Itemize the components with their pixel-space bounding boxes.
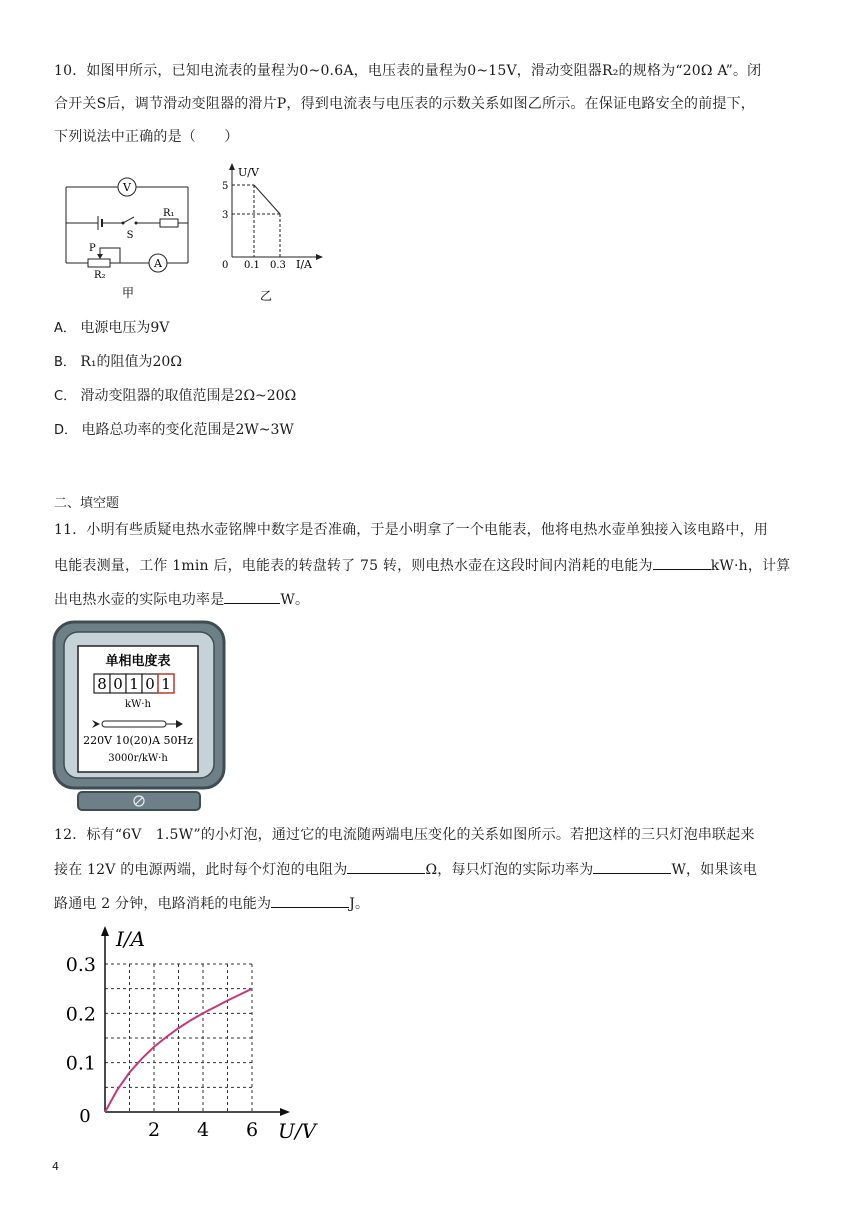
q12-blank-resistance[interactable] [347, 859, 425, 874]
figure-jia-caption: 甲 [121, 286, 135, 300]
q11-blank-energy[interactable] [653, 555, 711, 570]
q11-line-2-text: 电能表测量，工作 1min 后，电能表的转盘转了 75 转，则电热水壶在这段时间内消耗的电能为 [54, 558, 653, 574]
option-b-letter: B． [54, 355, 76, 370]
option-a[interactable] [54, 318, 169, 339]
yi-origin: 0 [222, 260, 229, 271]
page-number: 4 [52, 1160, 59, 1173]
q10-line-3: 下列说法中正确的是（ ） [54, 129, 239, 145]
q11-line-3-unit: W。 [280, 592, 310, 608]
option-d-letter: D． [54, 423, 78, 438]
r1-label: R₁ [163, 208, 175, 219]
q11-line-2 [54, 555, 790, 576]
switch-icon [123, 217, 134, 223]
y-tick-label: 0.2 [65, 1003, 96, 1026]
figure-yi-caption: 乙 [259, 289, 273, 303]
chart-ylabel: I/A [116, 927, 146, 951]
chart-grid [105, 964, 252, 1112]
x-tick-label: 6 [245, 1119, 259, 1141]
q11-blank-power[interactable] [224, 589, 280, 604]
y-axis-arrow-icon [101, 926, 109, 936]
meter-digit-2: 0 [113, 675, 123, 693]
option-c[interactable] [54, 386, 296, 407]
q11-line-3 [54, 589, 309, 610]
slider-arrow-icon [97, 254, 103, 259]
yi-xtick-01: 0.1 [244, 260, 260, 271]
electric-meter [52, 620, 228, 816]
meter-digits [94, 674, 174, 693]
q12-line-1: 12．标有“6V 1.5W”的小灯泡，通过它的电流随两端电压变化的关系如图所示。若把这样的三只灯泡串联起来 [54, 827, 755, 843]
yi-ytick-5: 5 [222, 181, 229, 192]
voltmeter-label: V [123, 181, 131, 194]
q12-line-3 [54, 893, 369, 914]
circuit-diagram [56, 170, 206, 304]
x-axis-arrow-icon [280, 1108, 290, 1116]
meter-digit-4: 0 [145, 675, 155, 693]
q11-line-1: 11．小明有些质疑电热水壶铭牌中数字是否准确，于是小明拿了一个电能表，他将电热水壶单独接入该电路中，用 [54, 522, 769, 538]
yi-xlabel: I/A [296, 258, 312, 271]
q12-line-3b: J。 [349, 896, 370, 912]
r1-resistor-icon [160, 219, 178, 227]
slider-label: P [89, 243, 96, 254]
y-tick-label: 0.1 [65, 1052, 96, 1075]
x-tick-label: 2 [147, 1119, 161, 1141]
meter-unit: kW·h [125, 699, 151, 710]
q12-blank-power[interactable] [593, 859, 671, 874]
option-c-letter: C． [54, 389, 77, 404]
q12-blank-energy[interactable] [271, 893, 349, 908]
u-i-graph [218, 160, 328, 304]
chart-xlabel: U/V [278, 1119, 317, 1143]
chart-ticks [66, 954, 258, 1141]
q10-line-2: 合开关S后，调节滑动变阻器的滑片P，得到电流表与电压表的示数关系如图乙所示。在保证电路安全的前提下， [54, 96, 756, 112]
yi-line [254, 185, 280, 214]
yi-ytick-3: 3 [222, 210, 229, 221]
meter-title: 单相电度表 [105, 654, 171, 669]
x-tick-label: 4 [196, 1119, 210, 1141]
meter-rev: 3000r/kW·h [108, 753, 168, 764]
chart-origin: 0 [79, 1106, 91, 1127]
switch-label: S [126, 230, 134, 241]
r2-rheostat-icon [88, 259, 110, 267]
yi-xtick-03: 0.3 [270, 260, 286, 271]
meter-spec: 220V 10(20)A 50Hz [83, 734, 193, 747]
option-c-text: 滑动变阻器的取值范围是2Ω~20Ω [80, 388, 297, 404]
r2-label: R₂ [94, 270, 106, 281]
i-u-chart [54, 922, 334, 1148]
y-tick-label: 0.3 [65, 954, 96, 976]
q10-line-1: 10．如图甲所示，已知电流表的量程为0~0.6A，电压表的量程为0~15V，滑动变阻器R₂的规格为“20Ω A”。闭 [54, 63, 762, 79]
ammeter-label: A [154, 257, 162, 270]
q12-line-2a: 接在 12V 的电源两端，此时每个灯泡的电阻为 [54, 862, 348, 878]
option-b[interactable] [54, 352, 182, 373]
meter-digit-3: 1 [129, 675, 139, 693]
q12-line-2c: W，如果该电 [671, 862, 758, 878]
option-d-text: 电路总功率的变化范围是2W~3W [81, 422, 294, 438]
meter-digit-5: 1 [161, 675, 171, 693]
yi-ylabel: U/V [238, 166, 259, 179]
option-d[interactable] [54, 420, 294, 441]
q12-line-2b: Ω，每只灯泡的实际功率为 [425, 862, 594, 878]
option-a-text: 电源电压为9V [80, 320, 170, 336]
q11-line-3-text: 出电热水壶的实际电功率是 [54, 592, 225, 608]
q12-line-3a: 路通电 2 分钟，电路消耗的电能为 [54, 896, 272, 912]
q11-line-2-unit: kW·h，计算 [710, 558, 791, 574]
section-title: 二、填空题 [54, 496, 120, 511]
option-b-text: R₁的阻值为20Ω [80, 354, 182, 370]
meter-digit-1: 8 [97, 675, 107, 693]
option-a-letter: A． [54, 321, 76, 336]
q12-line-2 [54, 859, 757, 880]
